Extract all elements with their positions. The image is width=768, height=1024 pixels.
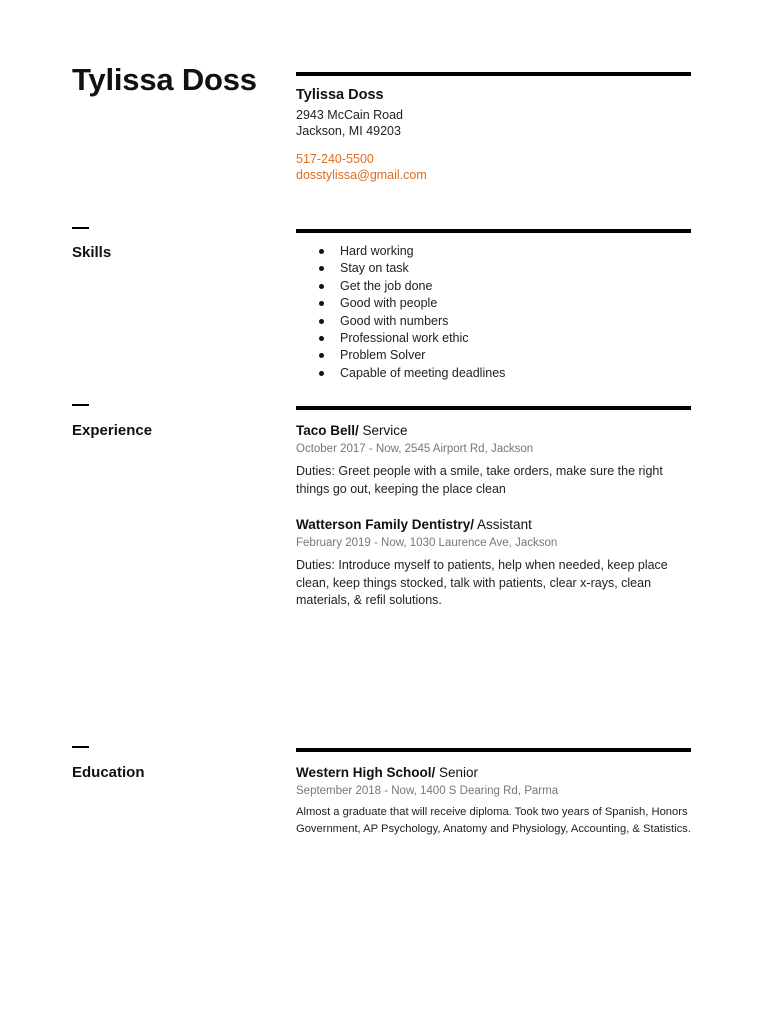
job-entry — [296, 516, 696, 610]
skills-list — [296, 243, 696, 382]
list-item: Stay on task — [296, 260, 696, 277]
contact-divider — [296, 72, 691, 76]
skills-list-container — [296, 243, 696, 382]
education-divider — [296, 748, 691, 752]
list-item: Good with people — [296, 295, 696, 312]
experience-heading: Experience — [72, 422, 153, 439]
school-level: Senior — [435, 765, 479, 780]
job-employer: Watterson Family Dentistry/ — [296, 517, 475, 532]
school-title — [296, 764, 696, 781]
list-item: Good with numbers — [296, 313, 696, 330]
education-description: Almost a graduate that will receive diploma. Took two years of Spanish, Honors Government, AP Psychology, Anatomy and Physiology, Accounting, & Statistics. — [296, 806, 691, 835]
school-name: Western High School/ — [296, 765, 436, 780]
list-item: Hard working — [296, 243, 696, 260]
education-dash — [72, 746, 89, 748]
phone-number: 517-240-5500 — [296, 152, 374, 166]
resume-name: Tylissa Doss — [72, 62, 257, 97]
contact-name: Tylissa Doss — [296, 87, 384, 103]
experience-dash — [72, 404, 89, 406]
address-line-2: Jackson, MI 49203 — [296, 124, 401, 138]
job-title — [296, 516, 696, 533]
job-entry — [296, 422, 696, 498]
school-meta: September 2018 - Now, 1400 S Dearing Rd, Parma — [296, 785, 559, 797]
job-role: Assistant — [474, 517, 532, 532]
email-address: dosstylissa@gmail.com — [296, 168, 427, 182]
list-item: Get the job done — [296, 278, 696, 295]
job-role: Service — [358, 423, 408, 438]
list-item: Problem Solver — [296, 347, 696, 364]
list-item: Capable of meeting deadlines — [296, 365, 696, 382]
job-employer: Taco Bell/ — [296, 423, 359, 438]
education-entry — [296, 764, 696, 837]
skills-dash — [72, 227, 89, 229]
experience-divider — [296, 406, 691, 410]
education-heading: Education — [72, 764, 145, 781]
job-meta: October 2017 - Now, 2545 Airport Rd, Jackson — [296, 443, 534, 455]
job-meta: February 2019 - Now, 1030 Laurence Ave, Jackson — [296, 537, 558, 549]
list-item: Professional work ethic — [296, 330, 696, 347]
skills-heading: Skills — [72, 244, 112, 261]
job-duties: Duties: Greet people with a smile, take orders, make sure the right things go out, keeping the place clean — [296, 464, 663, 496]
address-line-1: 2943 McCain Road — [296, 108, 404, 122]
job-duties: Duties: Introduce myself to patients, help when needed, keep place clean, keep things stocked, talk with patients, clear x-rays, clean materials, & refil solutions. — [296, 558, 668, 608]
job-title — [296, 422, 696, 439]
contact-block — [296, 87, 696, 183]
skills-divider — [296, 229, 691, 233]
